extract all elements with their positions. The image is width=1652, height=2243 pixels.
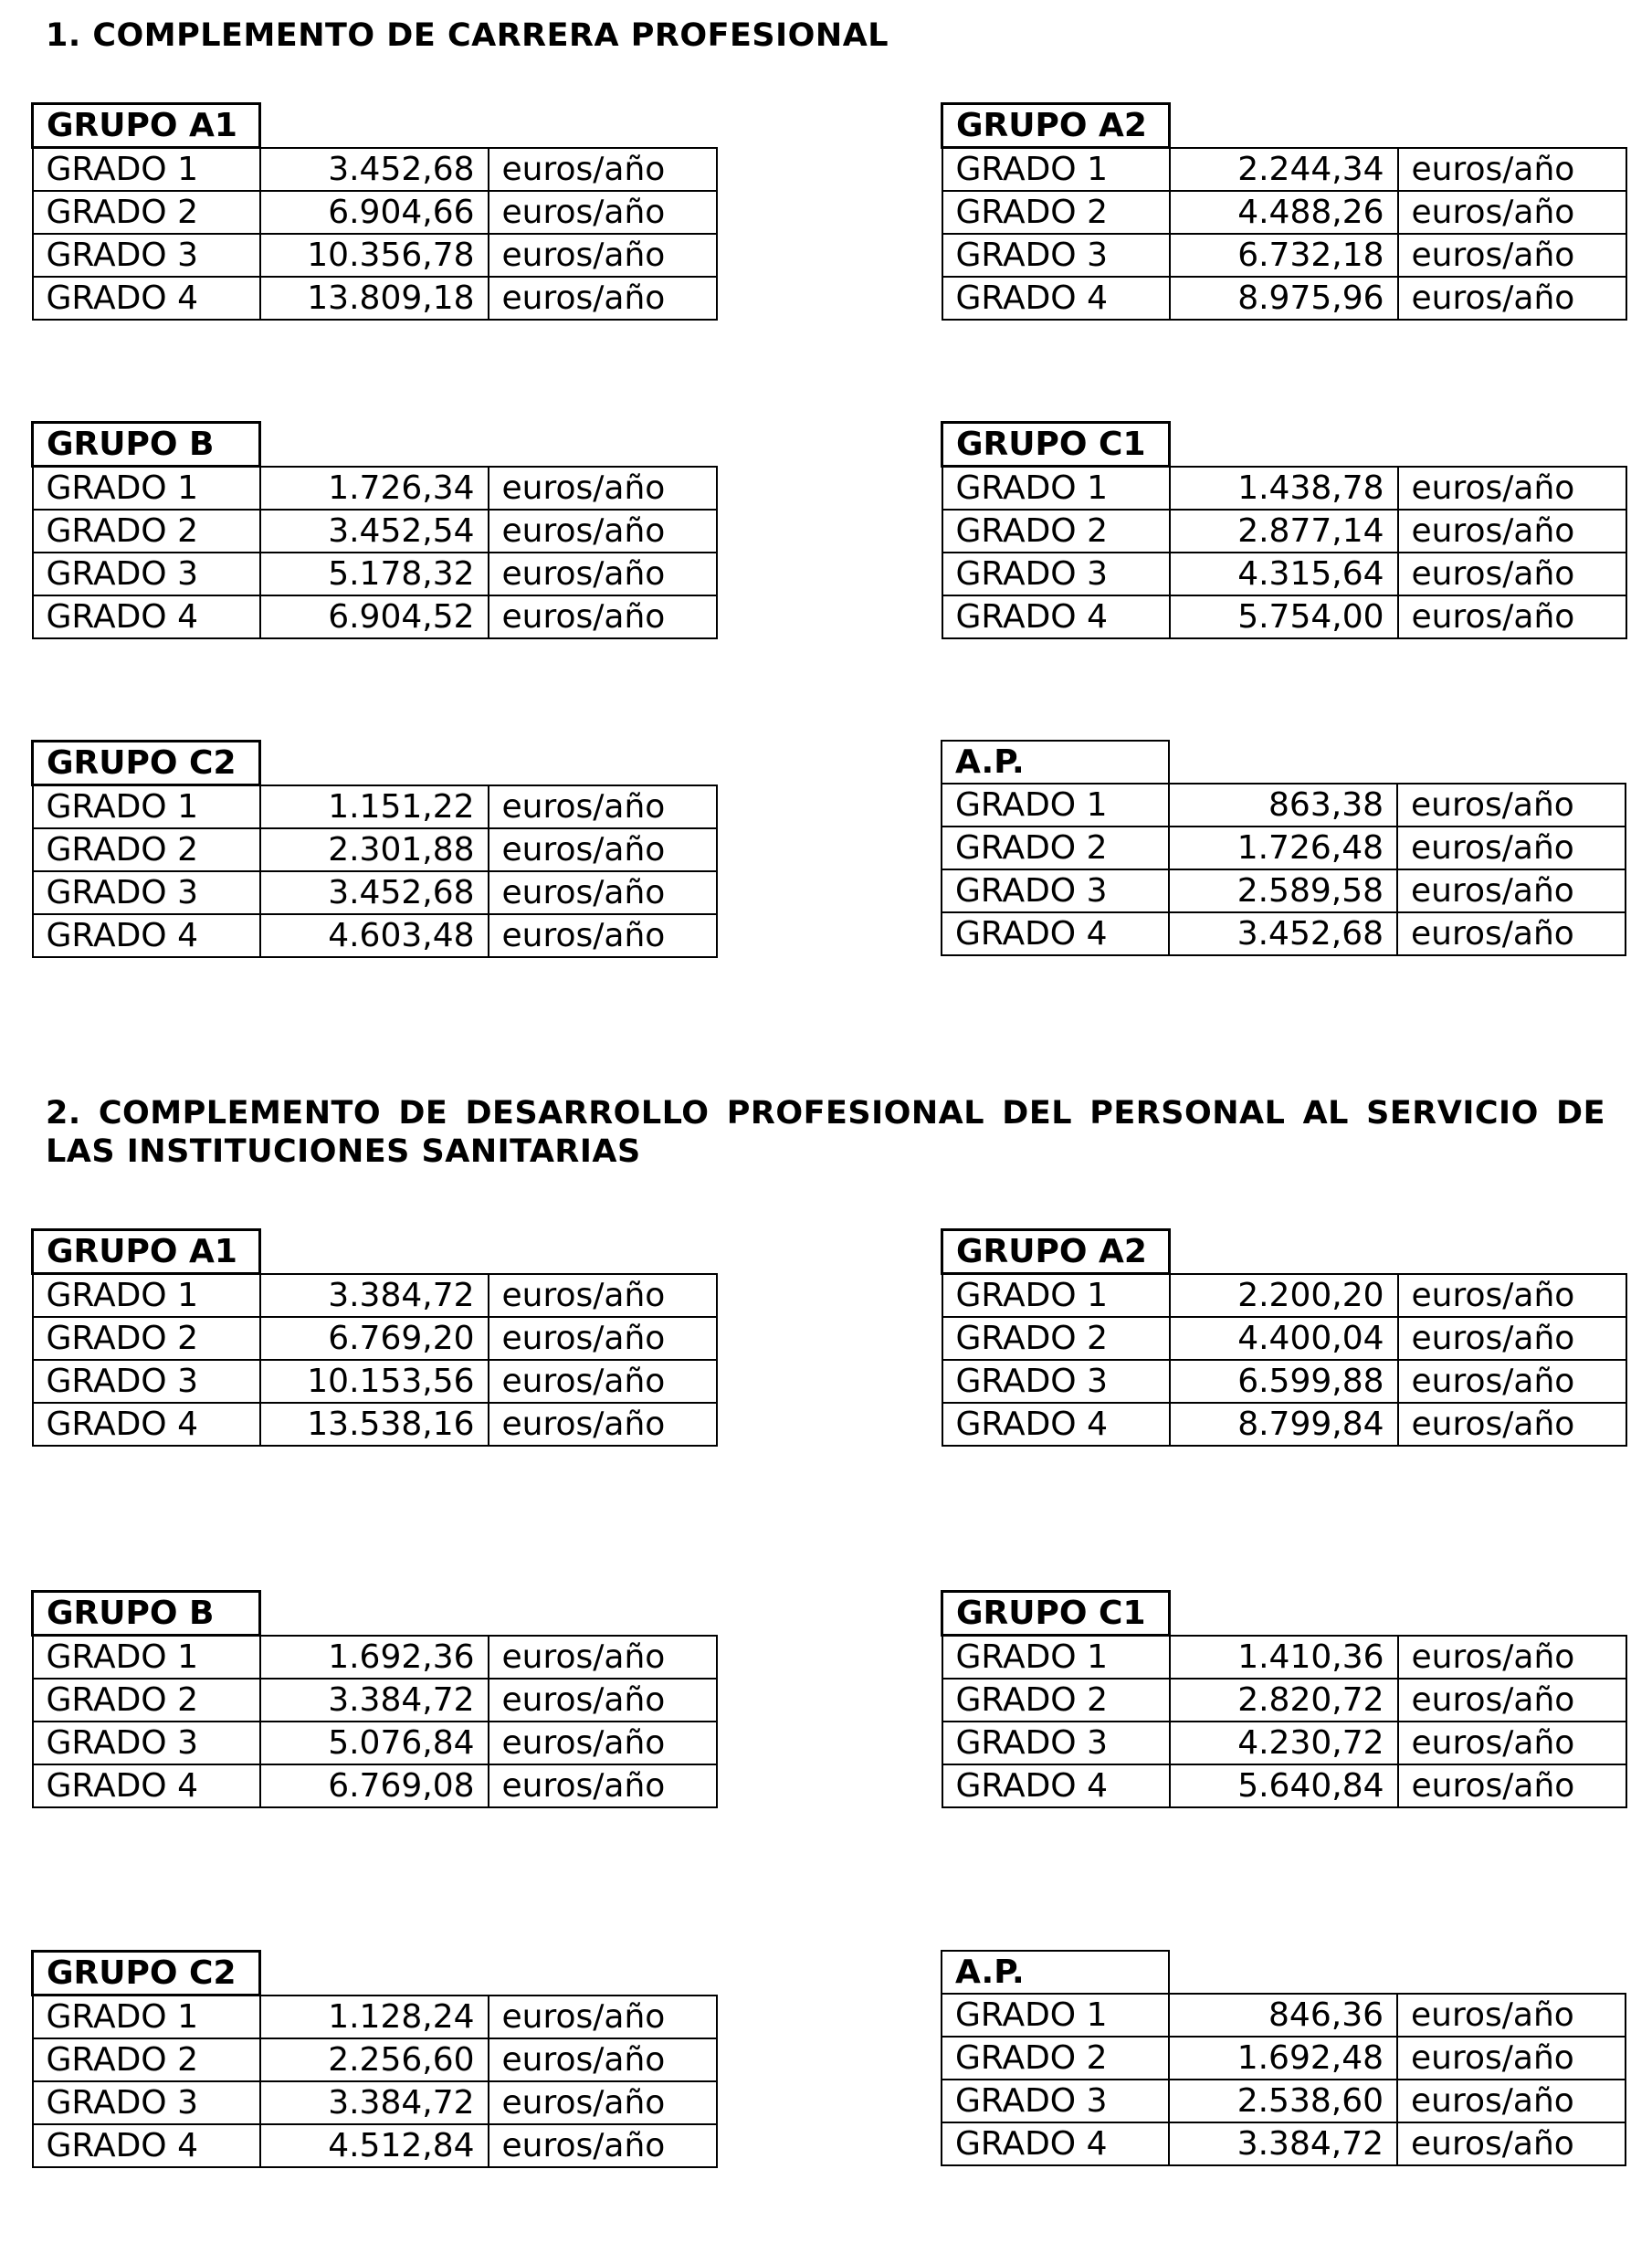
table-row xyxy=(33,2124,717,2167)
unit-label: euros/año xyxy=(1397,869,1626,912)
table-row xyxy=(942,1317,1626,1360)
unit-label: euros/año xyxy=(489,234,717,277)
amount-value: 4.315,64 xyxy=(1170,553,1398,595)
blank-cell xyxy=(489,742,717,785)
amount-value: 2.877,14 xyxy=(1170,510,1398,553)
amount-value: 6.599,88 xyxy=(1170,1360,1398,1403)
grade-label: GRADO 4 xyxy=(33,277,260,320)
blank-cell xyxy=(489,423,717,467)
unit-label: euros/año xyxy=(1398,1360,1626,1403)
amount-value: 2.820,72 xyxy=(1170,1679,1398,1722)
unit-label: euros/año xyxy=(1398,1317,1626,1360)
unit-label: euros/año xyxy=(489,595,717,638)
blank-cell xyxy=(1397,1951,1626,1994)
table-row xyxy=(942,595,1626,638)
table-row xyxy=(33,1317,717,1360)
table-row xyxy=(942,2080,1626,2122)
amount-value: 4.400,04 xyxy=(1170,1317,1398,1360)
unit-label: euros/año xyxy=(489,1403,717,1446)
group-table xyxy=(31,740,718,958)
amount-value: 1.726,34 xyxy=(260,467,489,511)
table-row xyxy=(942,553,1626,595)
section-1-title: 1. COMPLEMENTO DE CARRERA PROFESIONAL xyxy=(46,17,889,54)
table-row xyxy=(942,1722,1626,1764)
amount-value: 3.384,72 xyxy=(1169,2122,1397,2165)
amount-value: 1.438,78 xyxy=(1170,467,1398,511)
grade-label: GRADO 4 xyxy=(942,1403,1170,1446)
table-row xyxy=(33,1403,717,1446)
amount-value: 6.904,52 xyxy=(260,595,489,638)
grade-label: GRADO 1 xyxy=(942,1994,1169,2037)
group-name: A.P. xyxy=(942,741,1169,784)
amount-value: 5.076,84 xyxy=(260,1722,489,1764)
grade-label: GRADO 2 xyxy=(942,2037,1169,2080)
grade-label: GRADO 3 xyxy=(33,1722,260,1764)
amount-value: 5.178,32 xyxy=(260,553,489,595)
unit-label: euros/año xyxy=(489,277,717,320)
group-name: GRUPO C2 xyxy=(33,1952,260,1996)
amount-value: 3.452,54 xyxy=(260,510,489,553)
grade-label: GRADO 1 xyxy=(33,1996,260,2039)
grade-label: GRADO 4 xyxy=(942,277,1170,320)
amount-value: 2.589,58 xyxy=(1169,869,1397,912)
grade-label: GRADO 2 xyxy=(942,1317,1170,1360)
amount-value: 2.200,20 xyxy=(1170,1274,1398,1318)
amount-value: 13.809,18 xyxy=(260,277,489,320)
table-row xyxy=(33,1360,717,1403)
unit-label: euros/año xyxy=(489,1274,717,1318)
grade-label: GRADO 2 xyxy=(33,828,260,871)
unit-label: euros/año xyxy=(1398,234,1626,277)
amount-value: 4.488,26 xyxy=(1170,191,1398,234)
table-row xyxy=(942,234,1626,277)
group-name: GRUPO C2 xyxy=(33,742,260,785)
table-row xyxy=(33,828,717,871)
amount-value: 4.603,48 xyxy=(260,914,489,957)
grade-label: GRADO 2 xyxy=(33,191,260,234)
unit-label: euros/año xyxy=(1398,553,1626,595)
unit-label: euros/año xyxy=(489,2038,717,2081)
grade-label: GRADO 3 xyxy=(942,553,1170,595)
blank-cell xyxy=(260,104,489,148)
blank-cell xyxy=(1398,104,1626,148)
group-table xyxy=(31,1228,718,1447)
grade-label: GRADO 3 xyxy=(33,234,260,277)
unit-label: euros/año xyxy=(1397,827,1626,869)
table-row xyxy=(942,277,1626,320)
blank-cell xyxy=(260,423,489,467)
amount-value: 2.301,88 xyxy=(260,828,489,871)
table-row xyxy=(942,1360,1626,1403)
unit-label: euros/año xyxy=(489,191,717,234)
group-table xyxy=(31,1950,718,2168)
grade-label: GRADO 4 xyxy=(33,2124,260,2167)
table-row xyxy=(942,510,1626,553)
amount-value: 2.256,60 xyxy=(260,2038,489,2081)
table-row xyxy=(942,2122,1626,2165)
grade-label: GRADO 1 xyxy=(33,467,260,511)
grade-label: GRADO 3 xyxy=(942,2080,1169,2122)
unit-label: euros/año xyxy=(1397,2037,1626,2080)
amount-value: 6.769,08 xyxy=(260,1764,489,1807)
grade-label: GRADO 4 xyxy=(942,912,1169,955)
grade-label: GRADO 3 xyxy=(942,234,1170,277)
group-name: GRUPO B xyxy=(33,423,260,467)
table-row xyxy=(942,467,1626,511)
amount-value: 8.975,96 xyxy=(1170,277,1398,320)
table-row xyxy=(33,1996,717,2039)
section-2-title: 2. COMPLEMENTO DE DESARROLLO PROFESIONAL DEL PERSONAL AL SERVICIO DE LAS INSTITUCIONES SANITARIAS xyxy=(46,1095,1605,1170)
blank-cell xyxy=(489,1230,717,1274)
amount-value: 3.452,68 xyxy=(260,871,489,914)
amount-value: 846,36 xyxy=(1169,1994,1397,2037)
unit-label: euros/año xyxy=(1398,277,1626,320)
blank-cell xyxy=(260,1592,489,1636)
table-row xyxy=(33,467,717,511)
blank-cell xyxy=(489,104,717,148)
blank-cell xyxy=(1170,104,1398,148)
group-name: GRUPO C1 xyxy=(942,423,1170,467)
blank-cell xyxy=(260,742,489,785)
unit-label: euros/año xyxy=(1398,1722,1626,1764)
amount-value: 8.799,84 xyxy=(1170,1403,1398,1446)
blank-cell xyxy=(1170,1230,1398,1274)
grade-label: GRADO 4 xyxy=(33,914,260,957)
unit-label: euros/año xyxy=(1397,912,1626,955)
grade-label: GRADO 3 xyxy=(33,871,260,914)
table-row xyxy=(33,2038,717,2081)
group-name: GRUPO A1 xyxy=(33,104,260,148)
table-row xyxy=(942,827,1626,869)
group-table xyxy=(31,1590,718,1808)
table-row xyxy=(33,871,717,914)
amount-value: 1.692,48 xyxy=(1169,2037,1397,2080)
table-row xyxy=(942,1994,1626,2037)
unit-label: euros/año xyxy=(489,2081,717,2124)
unit-label: euros/año xyxy=(489,148,717,192)
amount-value: 2.538,60 xyxy=(1169,2080,1397,2122)
unit-label: euros/año xyxy=(489,1764,717,1807)
table-row xyxy=(33,1679,717,1722)
group-name: A.P. xyxy=(942,1951,1169,1994)
blank-cell xyxy=(1398,1592,1626,1636)
grade-label: GRADO 3 xyxy=(33,553,260,595)
grade-label: GRADO 3 xyxy=(33,1360,260,1403)
unit-label: euros/año xyxy=(489,467,717,511)
grade-label: GRADO 2 xyxy=(942,827,1169,869)
unit-label: euros/año xyxy=(489,1636,717,1680)
grade-label: GRADO 1 xyxy=(942,784,1169,827)
group-table xyxy=(941,421,1627,639)
grade-label: GRADO 2 xyxy=(33,2038,260,2081)
unit-label: euros/año xyxy=(489,914,717,957)
unit-label: euros/año xyxy=(1398,1274,1626,1318)
grade-label: GRADO 1 xyxy=(33,1274,260,1318)
grade-label: GRADO 1 xyxy=(33,785,260,829)
amount-value: 5.754,00 xyxy=(1170,595,1398,638)
blank-cell xyxy=(1169,1951,1397,1994)
unit-label: euros/año xyxy=(489,1317,717,1360)
grade-label: GRADO 2 xyxy=(33,510,260,553)
group-table xyxy=(941,740,1626,956)
table-row xyxy=(33,785,717,829)
table-row xyxy=(33,1722,717,1764)
unit-label: euros/año xyxy=(1397,784,1626,827)
table-row xyxy=(33,914,717,957)
table-row xyxy=(942,2037,1626,2080)
blank-cell xyxy=(489,1952,717,1996)
grade-label: GRADO 1 xyxy=(33,1636,260,1680)
unit-label: euros/año xyxy=(489,1722,717,1764)
unit-label: euros/año xyxy=(1398,595,1626,638)
grade-label: GRADO 3 xyxy=(33,2081,260,2124)
grade-label: GRADO 2 xyxy=(942,191,1170,234)
unit-label: euros/año xyxy=(1398,467,1626,511)
unit-label: euros/año xyxy=(1397,1994,1626,2037)
group-name: GRUPO A2 xyxy=(942,104,1170,148)
unit-label: euros/año xyxy=(1398,1636,1626,1680)
amount-value: 6.732,18 xyxy=(1170,234,1398,277)
grade-label: GRADO 3 xyxy=(942,1722,1170,1764)
amount-value: 2.244,34 xyxy=(1170,148,1398,192)
group-table xyxy=(31,421,718,639)
amount-value: 3.384,72 xyxy=(260,1274,489,1318)
group-name: GRUPO A1 xyxy=(33,1230,260,1274)
group-table xyxy=(941,1590,1627,1808)
amount-value: 3.452,68 xyxy=(260,148,489,192)
grade-label: GRADO 3 xyxy=(942,869,1169,912)
grade-label: GRADO 4 xyxy=(33,595,260,638)
grade-label: GRADO 4 xyxy=(942,595,1170,638)
unit-label: euros/año xyxy=(1398,1403,1626,1446)
table-row xyxy=(942,1403,1626,1446)
unit-label: euros/año xyxy=(489,1360,717,1403)
amount-value: 13.538,16 xyxy=(260,1403,489,1446)
group-name: GRUPO B xyxy=(33,1592,260,1636)
amount-value: 863,38 xyxy=(1169,784,1397,827)
table-row xyxy=(33,553,717,595)
unit-label: euros/año xyxy=(489,871,717,914)
blank-cell xyxy=(489,1592,717,1636)
grade-label: GRADO 2 xyxy=(942,510,1170,553)
group-table xyxy=(941,102,1627,321)
unit-label: euros/año xyxy=(1398,1764,1626,1807)
group-name: GRUPO C1 xyxy=(942,1592,1170,1636)
amount-value: 3.384,72 xyxy=(260,1679,489,1722)
blank-cell xyxy=(1398,423,1626,467)
table-row xyxy=(33,1274,717,1318)
grade-label: GRADO 3 xyxy=(942,1360,1170,1403)
amount-value: 3.384,72 xyxy=(260,2081,489,2124)
table-row xyxy=(942,1679,1626,1722)
table-row xyxy=(33,277,717,320)
unit-label: euros/año xyxy=(1398,1679,1626,1722)
blank-cell xyxy=(1170,1592,1398,1636)
table-row xyxy=(942,1274,1626,1318)
table-row xyxy=(942,191,1626,234)
unit-label: euros/año xyxy=(1398,510,1626,553)
table-row xyxy=(33,1764,717,1807)
table-row xyxy=(33,191,717,234)
amount-value: 5.640,84 xyxy=(1170,1764,1398,1807)
table-row xyxy=(33,2081,717,2124)
table-row xyxy=(942,1764,1626,1807)
grade-label: GRADO 1 xyxy=(942,1636,1170,1680)
unit-label: euros/año xyxy=(1397,2080,1626,2122)
amount-value: 10.153,56 xyxy=(260,1360,489,1403)
unit-label: euros/año xyxy=(1398,191,1626,234)
blank-cell xyxy=(1398,1230,1626,1274)
amount-value: 4.512,84 xyxy=(260,2124,489,2167)
amount-value: 3.452,68 xyxy=(1169,912,1397,955)
unit-label: euros/año xyxy=(489,1996,717,2039)
table-row xyxy=(33,510,717,553)
table-row xyxy=(942,148,1626,192)
unit-label: euros/año xyxy=(489,1679,717,1722)
amount-value: 6.904,66 xyxy=(260,191,489,234)
table-row xyxy=(942,1636,1626,1680)
amount-value: 1.128,24 xyxy=(260,1996,489,2039)
unit-label: euros/año xyxy=(1398,148,1626,192)
table-row xyxy=(942,784,1626,827)
grade-label: GRADO 1 xyxy=(942,467,1170,511)
group-name: GRUPO A2 xyxy=(942,1230,1170,1274)
grade-label: GRADO 1 xyxy=(942,148,1170,192)
unit-label: euros/año xyxy=(489,510,717,553)
amount-value: 10.356,78 xyxy=(260,234,489,277)
blank-cell xyxy=(1169,741,1397,784)
amount-value: 1.410,36 xyxy=(1170,1636,1398,1680)
table-row xyxy=(33,1636,717,1680)
grade-label: GRADO 4 xyxy=(942,2122,1169,2165)
grade-label: GRADO 2 xyxy=(942,1679,1170,1722)
table-row xyxy=(33,234,717,277)
amount-value: 6.769,20 xyxy=(260,1317,489,1360)
grade-label: GRADO 1 xyxy=(942,1274,1170,1318)
blank-cell xyxy=(1170,423,1398,467)
group-table xyxy=(941,1228,1627,1447)
unit-label: euros/año xyxy=(489,2124,717,2167)
grade-label: GRADO 4 xyxy=(33,1403,260,1446)
unit-label: euros/año xyxy=(489,828,717,871)
grade-label: GRADO 4 xyxy=(942,1764,1170,1807)
table-row xyxy=(33,148,717,192)
unit-label: euros/año xyxy=(489,553,717,595)
grade-label: GRADO 4 xyxy=(33,1764,260,1807)
table-row xyxy=(942,869,1626,912)
blank-cell xyxy=(1397,741,1626,784)
amount-value: 1.692,36 xyxy=(260,1636,489,1680)
blank-cell xyxy=(260,1952,489,1996)
amount-value: 1.726,48 xyxy=(1169,827,1397,869)
unit-label: euros/año xyxy=(1397,2122,1626,2165)
table-row xyxy=(942,912,1626,955)
group-table xyxy=(31,102,718,321)
amount-value: 4.230,72 xyxy=(1170,1722,1398,1764)
group-table xyxy=(941,1950,1626,2166)
blank-cell xyxy=(260,1230,489,1274)
amount-value: 1.151,22 xyxy=(260,785,489,829)
grade-label: GRADO 1 xyxy=(33,148,260,192)
table-row xyxy=(33,595,717,638)
unit-label: euros/año xyxy=(489,785,717,829)
grade-label: GRADO 2 xyxy=(33,1317,260,1360)
grade-label: GRADO 2 xyxy=(33,1679,260,1722)
